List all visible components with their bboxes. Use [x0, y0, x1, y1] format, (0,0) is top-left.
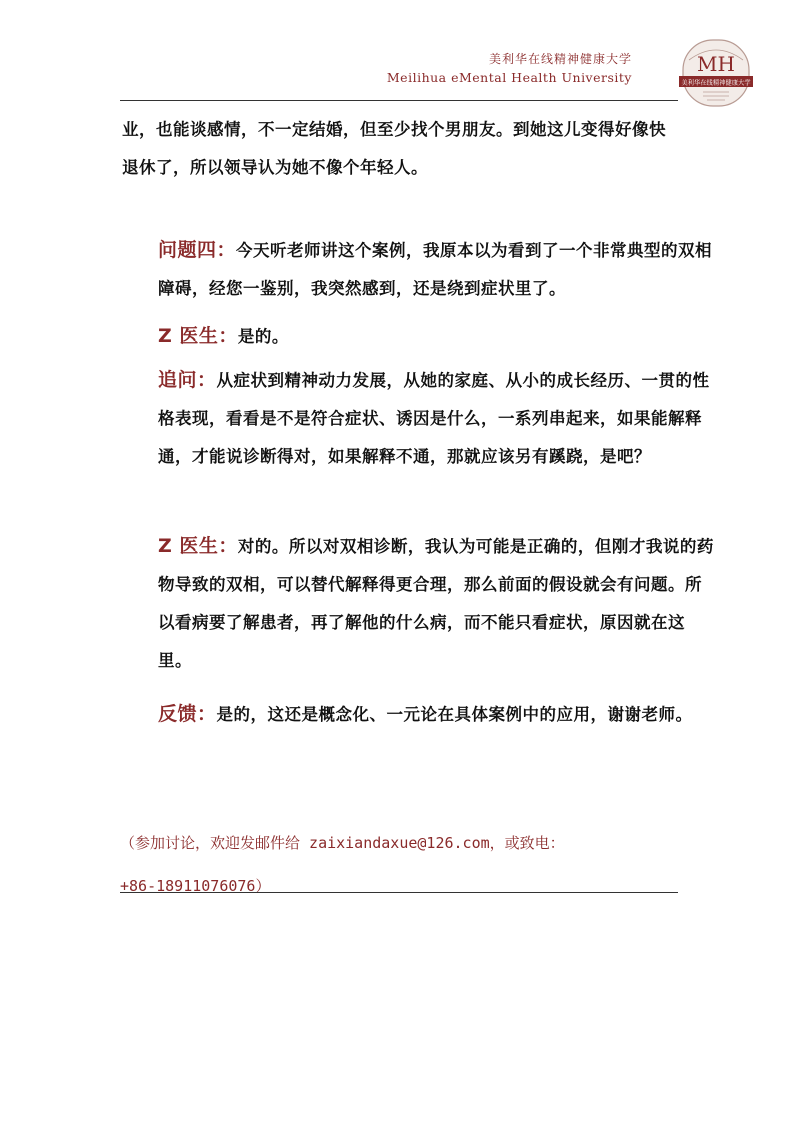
paragraph-text: 对的。所以对双相诊断，我认为可能是正确的，但刚才我说的药物导致的双相，可以替代解释得更合理，那么前面的假设就会有问题。所以看病要了解患者，再了解他的什么病，而不能只看症状，原因就在这里。 — [158, 537, 714, 670]
speaker-label: 追问： — [158, 369, 217, 391]
contact-note — [120, 822, 680, 908]
paragraph-continuation — [122, 111, 682, 187]
paragraph-question-four — [122, 231, 718, 308]
header-divider — [120, 100, 678, 101]
logo-caption: 美利华在线精神健康大学 — [681, 79, 751, 87]
footer-divider — [120, 892, 678, 893]
logo-letters: MH — [697, 52, 735, 76]
paragraph-follow-up — [122, 361, 718, 476]
university-logo — [679, 38, 753, 108]
paragraph-text: 业，也能谈感情，不一定结婚，但至少找个男朋友。到她这儿变得好像快退休了，所以领导认为她不像个年轻人。 — [122, 120, 666, 177]
speaker-label: 反馈： — [158, 703, 217, 725]
speaker-label: 问题四： — [158, 239, 237, 261]
header-title-en: Meilihua eMental Health University — [386, 70, 632, 85]
paragraph-text: 是的。 — [237, 327, 289, 346]
paragraph-dr-z-reply-2 — [122, 527, 718, 680]
contact-line-email: （参加讨论，欢迎发邮件给 zaixiandaxue@126.com，或致电： — [120, 834, 565, 852]
paragraph-dr-z-reply-1 — [122, 317, 718, 356]
contact-line-phone: +86-18911076076） — [120, 877, 271, 895]
paragraph-text: 今天听老师讲这个案例，我原本以为看到了一个非常典型的双相障碍，经您一鉴别，我突然感到，还是绕到症状里了。 — [158, 241, 713, 298]
paragraph-feedback — [122, 695, 718, 734]
speaker-label: Z 医生： — [158, 325, 238, 347]
speaker-label: Z 医生： — [158, 535, 238, 557]
header-title-cn: 美利华在线精神健康大学 — [488, 52, 632, 66]
paragraph-text: 从症状到精神动力发展，从她的家庭、从小的成长经历、一贯的性格表现，看看是不是符合症状、诱因是什么，一系列串起来，如果能解释通，才能说诊断得对，如果解释不通，那就应该另有蹊跷，是吧？ — [158, 371, 710, 466]
paragraph-text: 是的，这还是概念化、一元论在具体案例中的应用，谢谢老师。 — [216, 705, 693, 724]
